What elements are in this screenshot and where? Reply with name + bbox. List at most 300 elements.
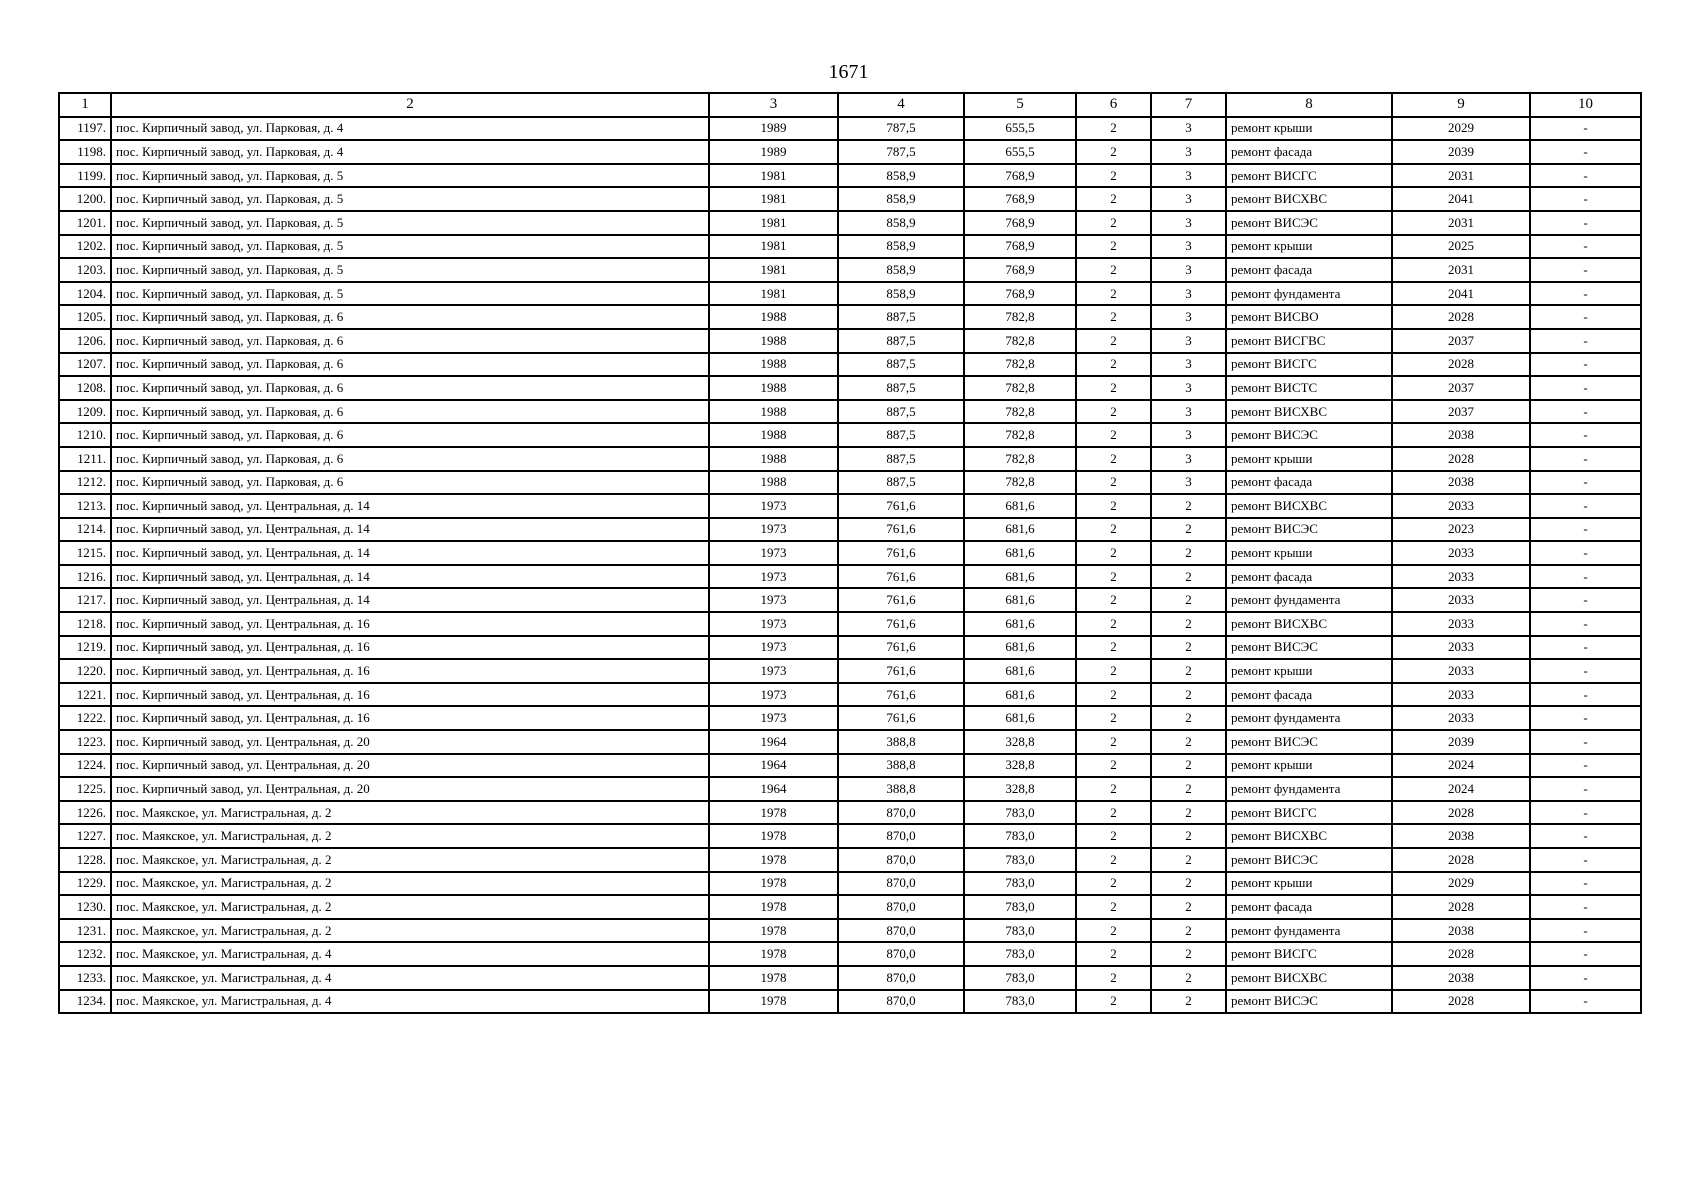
note-cell: - <box>1530 140 1641 164</box>
entrances-cell: 3 <box>1151 400 1226 424</box>
total-area-cell: 870,0 <box>838 942 964 966</box>
table-row <box>59 588 1641 612</box>
planned-year-cell: 2033 <box>1392 588 1530 612</box>
address-cell: пос. Кирпичный завод, ул. Центральная, д. 14 <box>111 588 709 612</box>
work-type-cell: ремонт фасада <box>1226 258 1392 282</box>
planned-year-cell: 2037 <box>1392 400 1530 424</box>
living-area-cell: 768,9 <box>964 235 1076 259</box>
note-cell: - <box>1530 494 1641 518</box>
row-number-cell: 1228. <box>59 848 111 872</box>
work-type-cell: ремонт фасада <box>1226 683 1392 707</box>
entrances-cell: 2 <box>1151 730 1226 754</box>
column-header: 8 <box>1226 93 1392 117</box>
table-row <box>59 376 1641 400</box>
planned-year-cell: 2023 <box>1392 518 1530 542</box>
work-type-cell: ремонт ВИСЭС <box>1226 848 1392 872</box>
table-row <box>59 541 1641 565</box>
planned-year-cell: 2041 <box>1392 282 1530 306</box>
row-number-cell: 1223. <box>59 730 111 754</box>
living-area-cell: 768,9 <box>964 211 1076 235</box>
build-year-cell: 1988 <box>709 471 838 495</box>
build-year-cell: 1973 <box>709 706 838 730</box>
entrances-cell: 2 <box>1151 754 1226 778</box>
living-area-cell: 783,0 <box>964 990 1076 1014</box>
work-type-cell: ремонт ВИСЭС <box>1226 423 1392 447</box>
planned-year-cell: 2028 <box>1392 305 1530 329</box>
build-year-cell: 1973 <box>709 541 838 565</box>
entrances-cell: 2 <box>1151 966 1226 990</box>
floors-cell: 2 <box>1076 258 1151 282</box>
note-cell: - <box>1530 990 1641 1014</box>
note-cell: - <box>1530 187 1641 211</box>
note-cell: - <box>1530 612 1641 636</box>
address-cell: пос. Кирпичный завод, ул. Центральная, д. 16 <box>111 706 709 730</box>
address-cell: пос. Маякское, ул. Магистральная, д. 4 <box>111 966 709 990</box>
build-year-cell: 1981 <box>709 282 838 306</box>
living-area-cell: 681,6 <box>964 612 1076 636</box>
planned-year-cell: 2041 <box>1392 187 1530 211</box>
floors-cell: 2 <box>1076 612 1151 636</box>
entrances-cell: 2 <box>1151 565 1226 589</box>
header-row <box>59 93 1641 117</box>
address-cell: пос. Кирпичный завод, ул. Центральная, д. 16 <box>111 636 709 660</box>
register-table <box>58 92 1642 1014</box>
planned-year-cell: 2025 <box>1392 235 1530 259</box>
build-year-cell: 1978 <box>709 801 838 825</box>
floors-cell: 2 <box>1076 329 1151 353</box>
build-year-cell: 1988 <box>709 400 838 424</box>
entrances-cell: 2 <box>1151 541 1226 565</box>
note-cell: - <box>1530 353 1641 377</box>
floors-cell: 2 <box>1076 211 1151 235</box>
table-row <box>59 801 1641 825</box>
entrances-cell: 2 <box>1151 659 1226 683</box>
living-area-cell: 783,0 <box>964 919 1076 943</box>
entrances-cell: 2 <box>1151 919 1226 943</box>
entrances-cell: 2 <box>1151 588 1226 612</box>
work-type-cell: ремонт ВИСГС <box>1226 164 1392 188</box>
row-number-cell: 1218. <box>59 612 111 636</box>
build-year-cell: 1973 <box>709 588 838 612</box>
floors-cell: 2 <box>1076 990 1151 1014</box>
entrances-cell: 2 <box>1151 706 1226 730</box>
build-year-cell: 1981 <box>709 187 838 211</box>
living-area-cell: 783,0 <box>964 801 1076 825</box>
floors-cell: 2 <box>1076 164 1151 188</box>
total-area-cell: 870,0 <box>838 919 964 943</box>
living-area-cell: 782,8 <box>964 329 1076 353</box>
note-cell: - <box>1530 848 1641 872</box>
row-number-cell: 1222. <box>59 706 111 730</box>
total-area-cell: 858,9 <box>838 258 964 282</box>
floors-cell: 2 <box>1076 659 1151 683</box>
address-cell: пос. Кирпичный завод, ул. Центральная, д. 20 <box>111 754 709 778</box>
address-cell: пос. Кирпичный завод, ул. Парковая, д. 4 <box>111 117 709 141</box>
note-cell: - <box>1530 777 1641 801</box>
table-row <box>59 282 1641 306</box>
table-row <box>59 730 1641 754</box>
planned-year-cell: 2038 <box>1392 824 1530 848</box>
column-header: 5 <box>964 93 1076 117</box>
row-number-cell: 1224. <box>59 754 111 778</box>
row-number-cell: 1200. <box>59 187 111 211</box>
living-area-cell: 783,0 <box>964 942 1076 966</box>
floors-cell: 2 <box>1076 872 1151 896</box>
entrances-cell: 3 <box>1151 164 1226 188</box>
work-type-cell: ремонт фасада <box>1226 471 1392 495</box>
note-cell: - <box>1530 541 1641 565</box>
total-area-cell: 887,5 <box>838 423 964 447</box>
table-row <box>59 353 1641 377</box>
table-row <box>59 140 1641 164</box>
address-cell: пос. Кирпичный завод, ул. Парковая, д. 6 <box>111 305 709 329</box>
living-area-cell: 681,6 <box>964 588 1076 612</box>
floors-cell: 2 <box>1076 636 1151 660</box>
address-cell: пос. Кирпичный завод, ул. Парковая, д. 6 <box>111 471 709 495</box>
row-number-cell: 1202. <box>59 235 111 259</box>
address-cell: пос. Кирпичный завод, ул. Парковая, д. 6 <box>111 353 709 377</box>
total-area-cell: 858,9 <box>838 187 964 211</box>
row-number-cell: 1208. <box>59 376 111 400</box>
note-cell: - <box>1530 966 1641 990</box>
living-area-cell: 782,8 <box>964 400 1076 424</box>
work-type-cell: ремонт ВИСХВС <box>1226 824 1392 848</box>
row-number-cell: 1201. <box>59 211 111 235</box>
entrances-cell: 2 <box>1151 636 1226 660</box>
total-area-cell: 870,0 <box>838 966 964 990</box>
work-type-cell: ремонт фундамента <box>1226 588 1392 612</box>
note-cell: - <box>1530 518 1641 542</box>
build-year-cell: 1978 <box>709 895 838 919</box>
table-row <box>59 400 1641 424</box>
row-number-cell: 1219. <box>59 636 111 660</box>
row-number-cell: 1215. <box>59 541 111 565</box>
build-year-cell: 1973 <box>709 612 838 636</box>
row-number-cell: 1214. <box>59 518 111 542</box>
row-number-cell: 1207. <box>59 353 111 377</box>
total-area-cell: 761,6 <box>838 588 964 612</box>
work-type-cell: ремонт фундамента <box>1226 919 1392 943</box>
note-cell: - <box>1530 282 1641 306</box>
row-number-cell: 1211. <box>59 447 111 471</box>
table-row <box>59 659 1641 683</box>
total-area-cell: 870,0 <box>838 824 964 848</box>
planned-year-cell: 2037 <box>1392 329 1530 353</box>
note-cell: - <box>1530 919 1641 943</box>
work-type-cell: ремонт фундамента <box>1226 282 1392 306</box>
planned-year-cell: 2028 <box>1392 942 1530 966</box>
address-cell: пос. Кирпичный завод, ул. Центральная, д. 14 <box>111 494 709 518</box>
address-cell: пос. Маякское, ул. Магистральная, д. 2 <box>111 824 709 848</box>
note-cell: - <box>1530 801 1641 825</box>
address-cell: пос. Кирпичный завод, ул. Центральная, д. 14 <box>111 518 709 542</box>
work-type-cell: ремонт крыши <box>1226 447 1392 471</box>
work-type-cell: ремонт крыши <box>1226 872 1392 896</box>
entrances-cell: 2 <box>1151 872 1226 896</box>
address-cell: пос. Маякское, ул. Магистральная, д. 2 <box>111 872 709 896</box>
row-number-cell: 1233. <box>59 966 111 990</box>
build-year-cell: 1981 <box>709 211 838 235</box>
row-number-cell: 1205. <box>59 305 111 329</box>
total-area-cell: 761,6 <box>838 683 964 707</box>
row-number-cell: 1231. <box>59 919 111 943</box>
floors-cell: 2 <box>1076 683 1151 707</box>
planned-year-cell: 2037 <box>1392 376 1530 400</box>
note-cell: - <box>1530 117 1641 141</box>
page-number: 1671 <box>828 61 869 83</box>
address-cell: пос. Маякское, ул. Магистральная, д. 4 <box>111 990 709 1014</box>
planned-year-cell: 2039 <box>1392 730 1530 754</box>
living-area-cell: 782,8 <box>964 471 1076 495</box>
row-number-cell: 1203. <box>59 258 111 282</box>
row-number-cell: 1229. <box>59 872 111 896</box>
address-cell: пос. Кирпичный завод, ул. Парковая, д. 6 <box>111 329 709 353</box>
entrances-cell: 2 <box>1151 801 1226 825</box>
work-type-cell: ремонт ВИСГС <box>1226 801 1392 825</box>
planned-year-cell: 2033 <box>1392 683 1530 707</box>
address-cell: пос. Маякское, ул. Магистральная, д. 2 <box>111 919 709 943</box>
table-row <box>59 919 1641 943</box>
entrances-cell: 3 <box>1151 211 1226 235</box>
living-area-cell: 655,5 <box>964 140 1076 164</box>
entrances-cell: 3 <box>1151 376 1226 400</box>
planned-year-cell: 2038 <box>1392 919 1530 943</box>
entrances-cell: 3 <box>1151 305 1226 329</box>
note-cell: - <box>1530 895 1641 919</box>
row-number-cell: 1216. <box>59 565 111 589</box>
living-area-cell: 783,0 <box>964 824 1076 848</box>
floors-cell: 2 <box>1076 518 1151 542</box>
row-number-cell: 1225. <box>59 777 111 801</box>
build-year-cell: 1989 <box>709 117 838 141</box>
row-number-cell: 1197. <box>59 117 111 141</box>
row-number-cell: 1212. <box>59 471 111 495</box>
entrances-cell: 3 <box>1151 471 1226 495</box>
address-cell: пос. Маякское, ул. Магистральная, д. 2 <box>111 895 709 919</box>
total-area-cell: 761,6 <box>838 636 964 660</box>
column-header: 2 <box>111 93 709 117</box>
living-area-cell: 783,0 <box>964 895 1076 919</box>
entrances-cell: 3 <box>1151 187 1226 211</box>
planned-year-cell: 2038 <box>1392 423 1530 447</box>
floors-cell: 2 <box>1076 754 1151 778</box>
note-cell: - <box>1530 447 1641 471</box>
work-type-cell: ремонт фундамента <box>1226 706 1392 730</box>
total-area-cell: 388,8 <box>838 754 964 778</box>
planned-year-cell: 2028 <box>1392 801 1530 825</box>
build-year-cell: 1988 <box>709 447 838 471</box>
total-area-cell: 388,8 <box>838 777 964 801</box>
entrances-cell: 2 <box>1151 518 1226 542</box>
build-year-cell: 1964 <box>709 754 838 778</box>
total-area-cell: 887,5 <box>838 400 964 424</box>
table-row <box>59 494 1641 518</box>
living-area-cell: 768,9 <box>964 282 1076 306</box>
planned-year-cell: 2033 <box>1392 706 1530 730</box>
note-cell: - <box>1530 376 1641 400</box>
build-year-cell: 1981 <box>709 235 838 259</box>
total-area-cell: 887,5 <box>838 376 964 400</box>
living-area-cell: 655,5 <box>964 117 1076 141</box>
note-cell: - <box>1530 471 1641 495</box>
floors-cell: 2 <box>1076 942 1151 966</box>
total-area-cell: 858,9 <box>838 235 964 259</box>
address-cell: пос. Кирпичный завод, ул. Парковая, д. 4 <box>111 140 709 164</box>
floors-cell: 2 <box>1076 895 1151 919</box>
living-area-cell: 681,6 <box>964 636 1076 660</box>
work-type-cell: ремонт крыши <box>1226 235 1392 259</box>
table-row <box>59 518 1641 542</box>
total-area-cell: 761,6 <box>838 565 964 589</box>
table-row <box>59 305 1641 329</box>
row-number-cell: 1221. <box>59 683 111 707</box>
work-type-cell: ремонт ВИСЭС <box>1226 636 1392 660</box>
table-row <box>59 848 1641 872</box>
total-area-cell: 761,6 <box>838 518 964 542</box>
build-year-cell: 1973 <box>709 565 838 589</box>
floors-cell: 2 <box>1076 801 1151 825</box>
address-cell: пос. Кирпичный завод, ул. Центральная, д. 20 <box>111 730 709 754</box>
row-number-cell: 1234. <box>59 990 111 1014</box>
floors-cell: 2 <box>1076 423 1151 447</box>
build-year-cell: 1964 <box>709 777 838 801</box>
entrances-cell: 3 <box>1151 282 1226 306</box>
planned-year-cell: 2028 <box>1392 848 1530 872</box>
address-cell: пос. Кирпичный завод, ул. Парковая, д. 6 <box>111 447 709 471</box>
note-cell: - <box>1530 164 1641 188</box>
column-header: 6 <box>1076 93 1151 117</box>
table-row <box>59 423 1641 447</box>
entrances-cell: 3 <box>1151 140 1226 164</box>
note-cell: - <box>1530 659 1641 683</box>
living-area-cell: 681,6 <box>964 541 1076 565</box>
living-area-cell: 782,8 <box>964 423 1076 447</box>
row-number-cell: 1210. <box>59 423 111 447</box>
row-number-cell: 1232. <box>59 942 111 966</box>
entrances-cell: 2 <box>1151 777 1226 801</box>
planned-year-cell: 2033 <box>1392 636 1530 660</box>
address-cell: пос. Кирпичный завод, ул. Парковая, д. 6 <box>111 423 709 447</box>
table-row <box>59 872 1641 896</box>
floors-cell: 2 <box>1076 706 1151 730</box>
work-type-cell: ремонт ВИСХВС <box>1226 612 1392 636</box>
note-cell: - <box>1530 730 1641 754</box>
table-row <box>59 329 1641 353</box>
note-cell: - <box>1530 824 1641 848</box>
living-area-cell: 782,8 <box>964 376 1076 400</box>
build-year-cell: 1981 <box>709 164 838 188</box>
work-type-cell: ремонт ВИСХВС <box>1226 400 1392 424</box>
note-cell: - <box>1530 329 1641 353</box>
build-year-cell: 1978 <box>709 942 838 966</box>
living-area-cell: 768,9 <box>964 187 1076 211</box>
column-header: 9 <box>1392 93 1530 117</box>
floors-cell: 2 <box>1076 777 1151 801</box>
work-type-cell: ремонт ВИСХВС <box>1226 966 1392 990</box>
planned-year-cell: 2029 <box>1392 117 1530 141</box>
entrances-cell: 3 <box>1151 235 1226 259</box>
row-number-cell: 1209. <box>59 400 111 424</box>
row-number-cell: 1230. <box>59 895 111 919</box>
note-cell: - <box>1530 305 1641 329</box>
total-area-cell: 870,0 <box>838 872 964 896</box>
entrances-cell: 3 <box>1151 258 1226 282</box>
table-row <box>59 187 1641 211</box>
total-area-cell: 858,9 <box>838 211 964 235</box>
work-type-cell: ремонт ВИСЭС <box>1226 990 1392 1014</box>
table-row <box>59 683 1641 707</box>
address-cell: пос. Кирпичный завод, ул. Парковая, д. 5 <box>111 187 709 211</box>
living-area-cell: 768,9 <box>964 258 1076 282</box>
living-area-cell: 768,9 <box>964 164 1076 188</box>
total-area-cell: 388,8 <box>838 730 964 754</box>
build-year-cell: 1978 <box>709 919 838 943</box>
total-area-cell: 761,6 <box>838 541 964 565</box>
total-area-cell: 858,9 <box>838 164 964 188</box>
floors-cell: 2 <box>1076 282 1151 306</box>
note-cell: - <box>1530 588 1641 612</box>
address-cell: пос. Кирпичный завод, ул. Центральная, д. 14 <box>111 541 709 565</box>
floors-cell: 2 <box>1076 117 1151 141</box>
table-row <box>59 447 1641 471</box>
floors-cell: 2 <box>1076 588 1151 612</box>
build-year-cell: 1988 <box>709 353 838 377</box>
build-year-cell: 1973 <box>709 636 838 660</box>
floors-cell: 2 <box>1076 305 1151 329</box>
living-area-cell: 783,0 <box>964 848 1076 872</box>
planned-year-cell: 2038 <box>1392 471 1530 495</box>
floors-cell: 2 <box>1076 235 1151 259</box>
planned-year-cell: 2033 <box>1392 612 1530 636</box>
total-area-cell: 761,6 <box>838 612 964 636</box>
living-area-cell: 783,0 <box>964 966 1076 990</box>
build-year-cell: 1988 <box>709 329 838 353</box>
planned-year-cell: 2031 <box>1392 164 1530 188</box>
row-number-cell: 1227. <box>59 824 111 848</box>
note-cell: - <box>1530 706 1641 730</box>
address-cell: пос. Кирпичный завод, ул. Парковая, д. 6 <box>111 376 709 400</box>
note-cell: - <box>1530 235 1641 259</box>
address-cell: пос. Кирпичный завод, ул. Парковая, д. 5 <box>111 164 709 188</box>
column-header: 4 <box>838 93 964 117</box>
work-type-cell: ремонт ВИСХВС <box>1226 494 1392 518</box>
row-number-cell: 1198. <box>59 140 111 164</box>
build-year-cell: 1989 <box>709 140 838 164</box>
living-area-cell: 782,8 <box>964 305 1076 329</box>
table-row <box>59 824 1641 848</box>
table-row <box>59 117 1641 141</box>
total-area-cell: 787,5 <box>838 140 964 164</box>
total-area-cell: 787,5 <box>838 117 964 141</box>
total-area-cell: 887,5 <box>838 447 964 471</box>
table-row <box>59 565 1641 589</box>
work-type-cell: ремонт ВИСЭС <box>1226 518 1392 542</box>
row-number-cell: 1204. <box>59 282 111 306</box>
build-year-cell: 1978 <box>709 824 838 848</box>
address-cell: пос. Маякское, ул. Магистральная, д. 4 <box>111 942 709 966</box>
row-number-cell: 1217. <box>59 588 111 612</box>
column-header: 7 <box>1151 93 1226 117</box>
note-cell: - <box>1530 258 1641 282</box>
row-number-cell: 1206. <box>59 329 111 353</box>
build-year-cell: 1988 <box>709 305 838 329</box>
build-year-cell: 1978 <box>709 872 838 896</box>
total-area-cell: 887,5 <box>838 305 964 329</box>
address-cell: пос. Кирпичный завод, ул. Парковая, д. 5 <box>111 211 709 235</box>
total-area-cell: 870,0 <box>838 801 964 825</box>
table-row <box>59 235 1641 259</box>
work-type-cell: ремонт фасада <box>1226 895 1392 919</box>
